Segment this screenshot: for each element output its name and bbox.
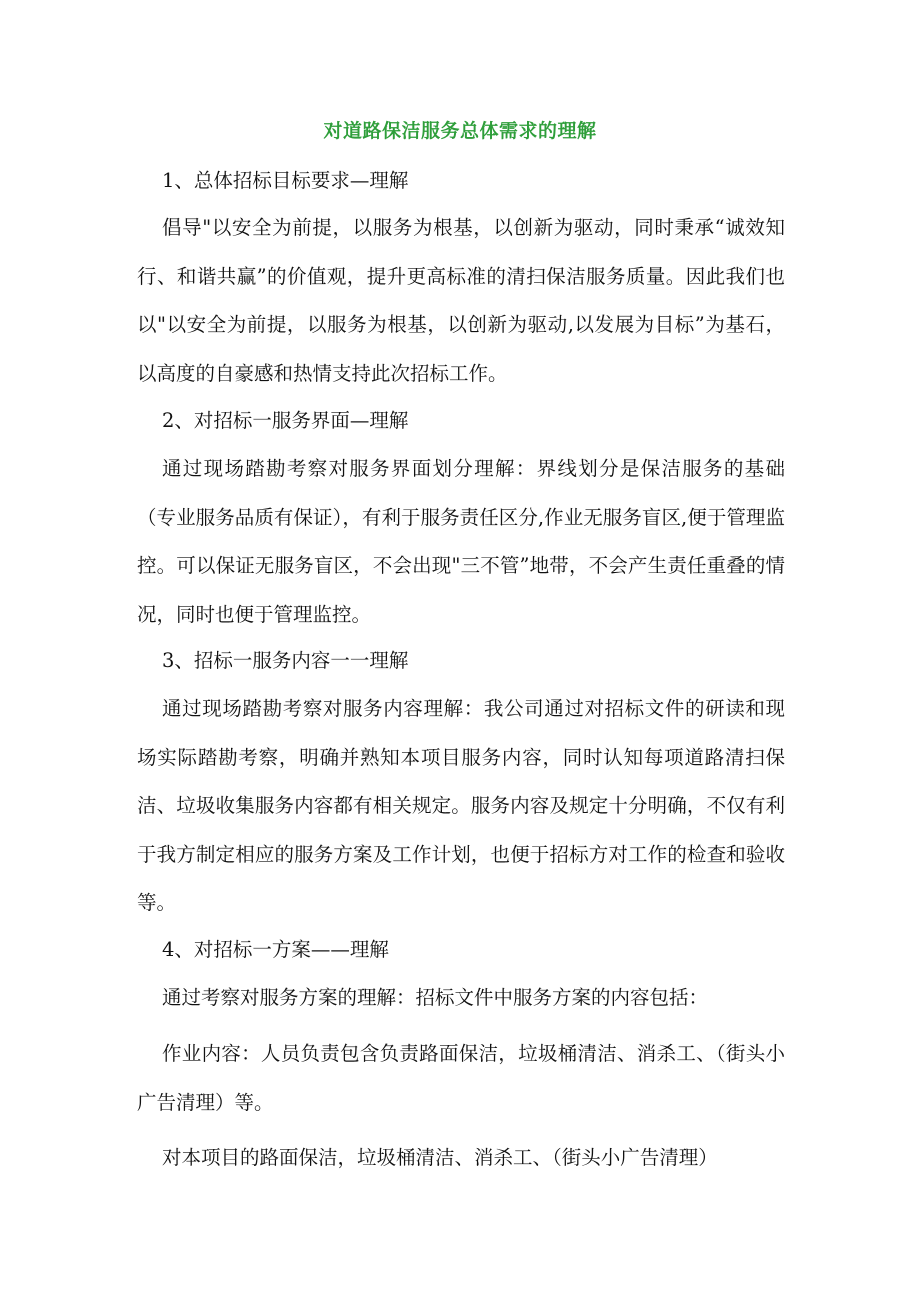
section-4-paragraph-1: 通过考察对服务方案的理解：招标文件中服务方案的内容包括： xyxy=(162,986,709,1009)
section-4-paragraph-2: 作业内容：人员负责包含负责路面保洁，垃圾桶清洁、消杀工、（街头小广告清理）等。 xyxy=(137,1042,785,1114)
section-heading-2: 2、对招标一服务界面—理解 xyxy=(162,409,409,432)
section-1-paragraph: 倡导"以安全为前提，以服务为根基，以创新为驱动，同时秉承“诚效知行、和谐共赢”的价值观，提升更高标准的清扫保洁服务质量。因此我们也以"以安全为前提，以服务为根基，以创新为驱动,以发展为目标”为基石，以高度的自豪感和热情支持此次招标工作。 xyxy=(137,216,785,385)
section-2-paragraph: 通过现场踏勘考察对服务界面划分理解：界线划分是保洁服务的基础（专业服务品质有保证），有利于服务责任区分,作业无服务盲区,便于管理监控。可以保证无服务盲区，不会出现"三不管”地带，不会产生责任重叠的情况，同时也便于管理监控。 xyxy=(137,457,785,626)
section-4-paragraph-3: 对本项目的路面保洁，垃圾桶清洁、消杀工、（街头小广告清理） xyxy=(162,1146,718,1169)
document-title: 对道路保洁服务总体需求的理解 xyxy=(323,120,597,142)
section-heading-4: 4、对招标一方案——理解 xyxy=(162,938,389,961)
section-heading-3: 3、招标一服务内容一一理解 xyxy=(162,649,409,672)
section-heading-1: 1、总体招标目标要求—理解 xyxy=(162,169,409,192)
section-3-paragraph: 通过现场踏勘考察对服务内容理解：我公司通过对招标文件的研读和现场实际踏勘考察，明确并熟知本项目服务内容，同时认知每项道路清扫保洁、垃圾收集服务内容都有相关规定。服务内容及规定十分明确，不仅有利于我方制定相应的服务方案及工作计划，也便于招标方对工作的检查和验收等。 xyxy=(137,697,785,914)
